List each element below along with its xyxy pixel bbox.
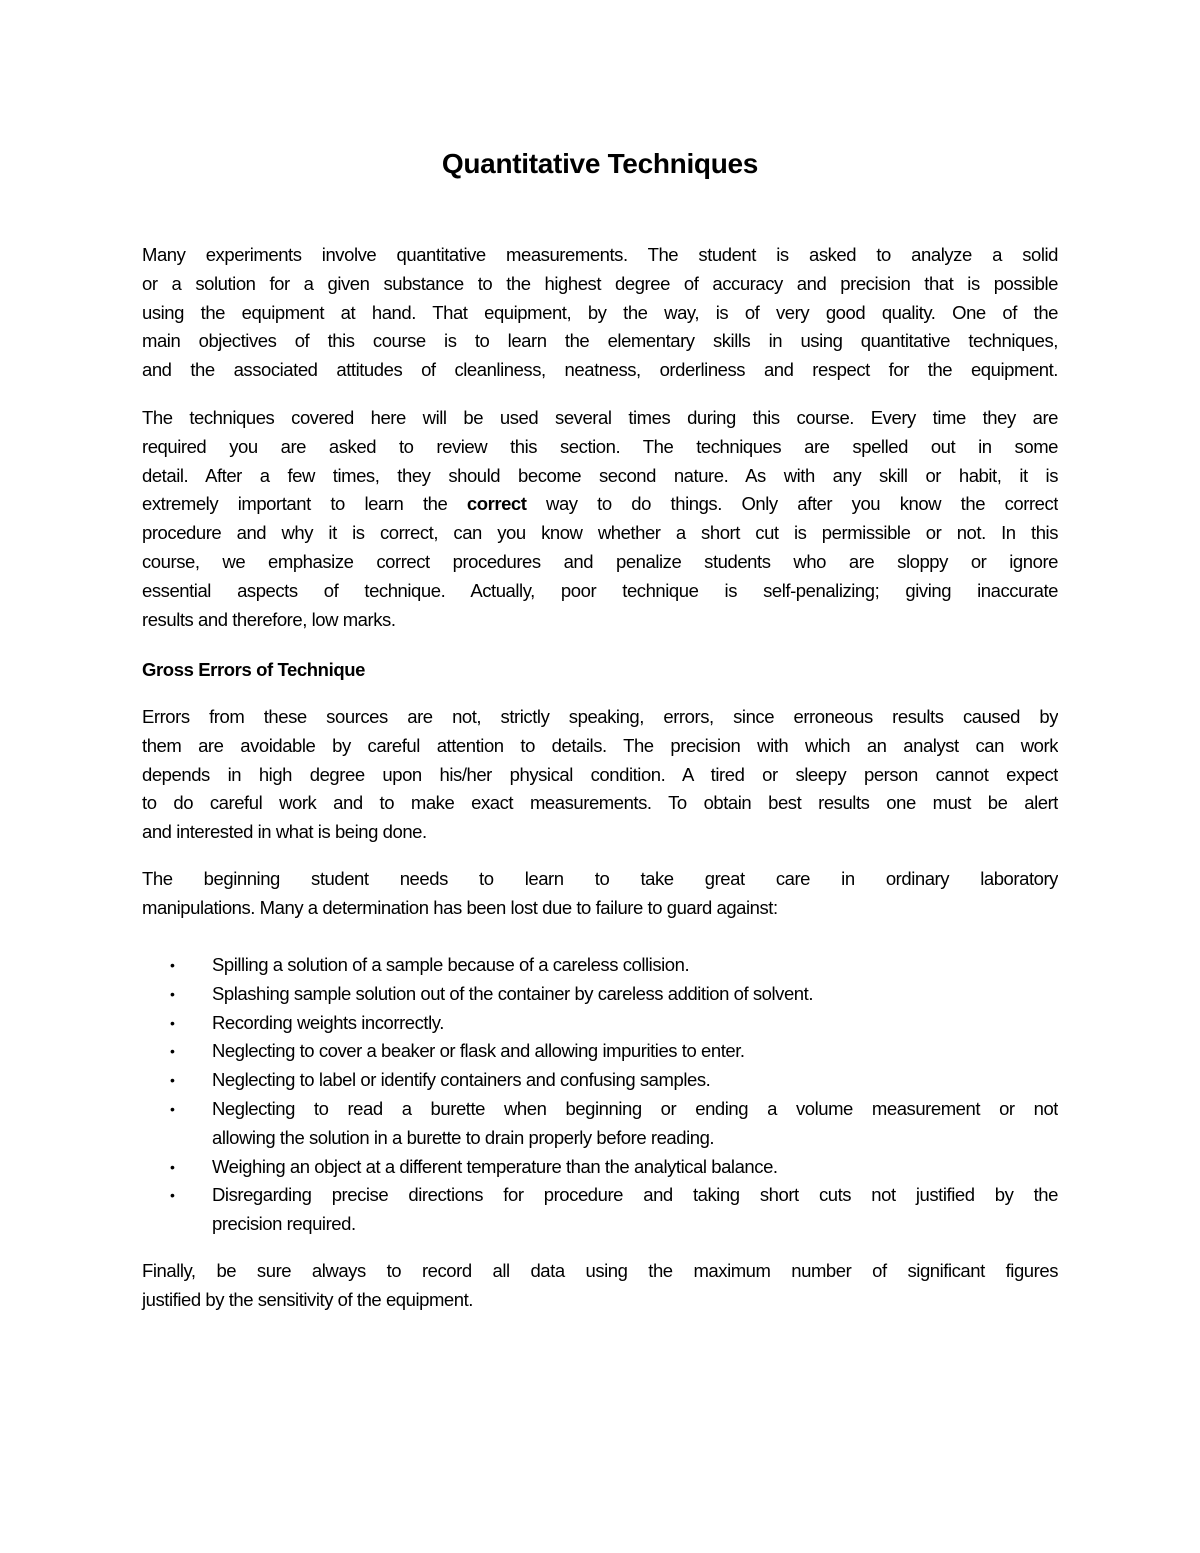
text-segment: way to do things. Only after you know the correct: [526, 493, 1058, 515]
bullet-icon: •: [170, 1072, 175, 1089]
text-line: justified by the sensitivity of the equipment.: [142, 1288, 473, 1310]
list-item: [142, 1066, 1058, 1095]
list-item-text: Neglecting to cover a beaker or flask and allowing impurities to enter.: [212, 1040, 745, 1062]
list-item-text: Recording weights incorrectly.: [212, 1011, 444, 1033]
bullet-icon: •: [170, 1043, 175, 1060]
list-item-text: Weighing an object at a different temperature than the analytical balance.: [212, 1155, 778, 1177]
techniques-paragraph: [142, 404, 1058, 634]
text-line: Many experiments involve quantitative measurements. The student is asked to analyze a solid: [142, 244, 1058, 265]
list-item: [142, 1181, 1058, 1239]
list-item: [142, 980, 1058, 1009]
text-line: or a solution for a given substance to the highest degree of accuracy and precision that is possible: [142, 272, 1058, 294]
beginning-student-paragraph: [142, 865, 1058, 923]
bullet-icon: •: [170, 1100, 175, 1117]
text-line: main objectives of this course is to learn the elementary skills in using quantitative techniques,: [142, 330, 1058, 352]
emphasized-word: correct: [466, 493, 527, 515]
list-item-text: allowing the solution in a burette to drain properly before reading.: [212, 1126, 715, 1148]
list-item-text: Splashing sample solution out of the container by careless addition of solvent.: [212, 982, 814, 1004]
intro-paragraph: [142, 241, 1058, 385]
list-item: [142, 1009, 1058, 1038]
text-line: manipulations. Many a determination has been lost due to failure to guard against:: [142, 896, 778, 918]
list-item: [142, 1037, 1058, 1066]
text-line: them are avoidable by careful attention to details. The precision with which an analyst can work: [142, 734, 1058, 756]
text-line: using the equipment at hand. That equipment, by the way, is of very good quality. One of the: [142, 301, 1058, 323]
text-line: course, we emphasize correct procedures and penalize students who are sloppy or ignore: [142, 550, 1058, 572]
bullet-icon: •: [170, 1014, 175, 1031]
bullet-icon: •: [170, 957, 175, 973]
text-line: essential aspects of technique. Actually, poor technique is self-penalizing; giving inaccurate: [142, 579, 1058, 601]
list-item-text: Spilling a solution of a sample because of a careless collision.: [212, 954, 690, 975]
list-item-text: Neglecting to label or identify containers and confusing samples.: [212, 1069, 711, 1091]
closing-paragraph: [142, 1257, 1058, 1315]
page-title: Quantitative Techniques: [441, 148, 759, 179]
text-segment: extremely important to learn the: [142, 493, 467, 515]
list-item: [142, 951, 1058, 980]
text-line-with-emphasis: [142, 490, 1058, 519]
text-line: required you are asked to review this section. The techniques are spelled out in some: [142, 435, 1058, 457]
text-line: to do careful work and to make exact measurements. To obtain best results one must be alert: [142, 792, 1058, 814]
list-item: [142, 1153, 1058, 1182]
list-item-text: Disregarding precise directions for procedure and taking short cuts not justified by the: [212, 1184, 1058, 1206]
errors-paragraph: [142, 703, 1058, 847]
text-line: Finally, be sure always to record all data using the maximum number of significant figures: [142, 1260, 1058, 1281]
bullet-icon: •: [170, 1187, 175, 1204]
list-item-text: precision required.: [212, 1213, 356, 1235]
text-line: and the associated attitudes of cleanliness, neatness, orderliness and respect for the equipment.: [142, 359, 1058, 381]
text-line: The techniques covered here will be used several times during this course. Every time they are: [142, 407, 1058, 428]
gross-errors-list: [142, 951, 1058, 1239]
text-line: results and therefore, low marks.: [142, 608, 396, 630]
list-item-text: Neglecting to read a burette when beginning or ending a volume measurement or not: [212, 1097, 1058, 1119]
bullet-icon: •: [170, 1158, 175, 1175]
text-line: The beginning student needs to learn to take great care in ordinary laboratory: [142, 868, 1058, 889]
text-line: and interested in what is being done.: [142, 821, 427, 843]
text-line: detail. After a few times, they should become second nature. As with any skill or habit, it is: [142, 464, 1058, 486]
text-line: depends in high degree upon his/her physical condition. A tired or sleepy person cannot expect: [142, 763, 1058, 785]
section-heading: Gross Errors of Technique: [142, 659, 366, 680]
text-line: Errors from these sources are not, strictly speaking, errors, since erroneous results caused by: [142, 706, 1058, 727]
text-line: procedure and why it is correct, can you know whether a short cut is permissible or not. In this: [142, 522, 1058, 544]
list-item: [142, 1095, 1058, 1153]
bullet-icon: •: [170, 985, 175, 1002]
